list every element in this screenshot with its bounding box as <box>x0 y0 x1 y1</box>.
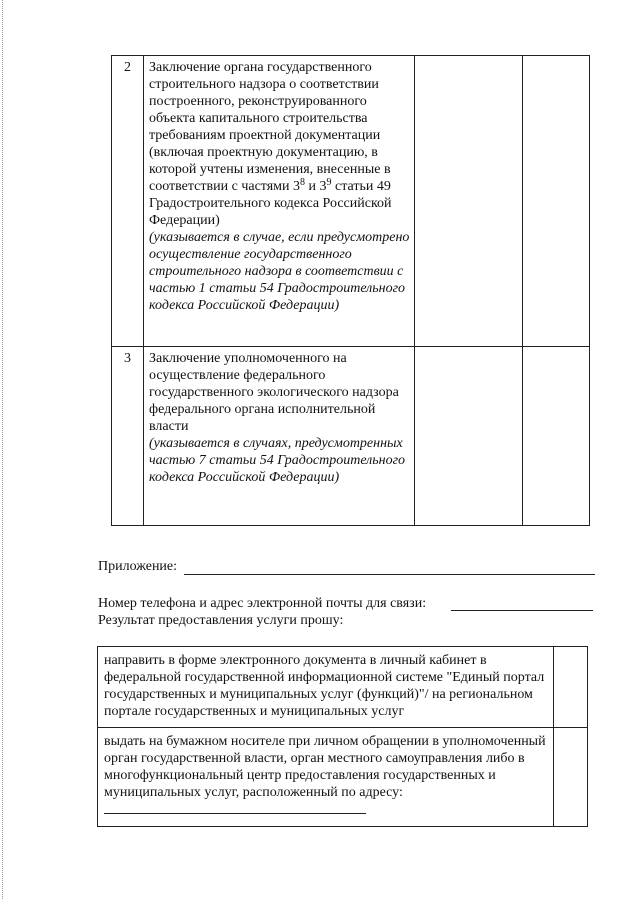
attachment-label: Приложение: <box>98 559 178 574</box>
row-description-cell <box>144 56 415 347</box>
table-row <box>112 347 590 526</box>
details-cell[interactable] <box>415 56 523 347</box>
row-description-cell <box>144 347 415 526</box>
option-row <box>98 647 588 728</box>
option-text-cell <box>98 728 554 827</box>
details-cell[interactable] <box>415 347 523 526</box>
row-number: 3 <box>124 351 131 366</box>
option-text-cell <box>98 647 554 728</box>
documents-table <box>111 55 590 526</box>
row-number-cell <box>112 56 144 347</box>
option-electronic-checkbox[interactable] <box>554 647 588 728</box>
address-field[interactable] <box>104 801 366 814</box>
sheets-cell[interactable] <box>523 56 590 347</box>
row-description: Заключение уполномоченного на осуществление федерального государственного экологического надзора федерального органа исполнительной власти <box>149 351 399 434</box>
row-note: (указывается в случаях, предусмотренных частью 7 статьи 54 Градостроительного кодекса Российской Федерации) <box>149 436 406 485</box>
row-description: Заключение органа государственного строительного надзора о соответствии построенного, реконструированного объекта капитального строительства требованиям проектной документации (включая проектную документацию, в которой учтены изменения, внесенные в соответствии с частями $3^8$ и $3^9$ статьи 49 Градостроительного кодекса Российской Федерации) <box>149 60 392 228</box>
row-number: 2 <box>124 60 131 75</box>
option-paper-checkbox[interactable] <box>554 728 588 827</box>
result-options-table <box>97 646 588 827</box>
row-number-cell <box>112 347 144 526</box>
contact-label: Номер телефона и адрес электронной почты для связи: <box>98 596 427 611</box>
option-row <box>98 728 588 827</box>
sheets-cell[interactable] <box>523 347 590 526</box>
option-electronic-text: направить в форме электронного документа в личный кабинет в федеральной государственной информационной системе "Единый портал государственных и муниципальных услуг (функций)"/ на региональном портале государственных и муниципальных услуг <box>104 653 545 719</box>
option-paper-text: выдать на бумажном носителе при личном обращении в уполномоченный орган государственной власти, орган местного самоуправления либо в многофункциональный центр предоставления государственных и муниципальных услуг, расположенный по адресу: <box>104 734 546 800</box>
table-row <box>112 56 590 347</box>
row-note: (указывается в случае, если предусмотрено осуществление государственного строительного надзора в соответствии с частью 1 статьи 54 Градостроительного кодекса Российской Федерации) <box>149 230 410 313</box>
attachment-field[interactable] <box>184 574 595 575</box>
scan-edge-dots <box>2 0 4 899</box>
result-label: Результат предоставления услуги прошу: <box>98 613 344 628</box>
contact-field[interactable] <box>451 610 593 611</box>
